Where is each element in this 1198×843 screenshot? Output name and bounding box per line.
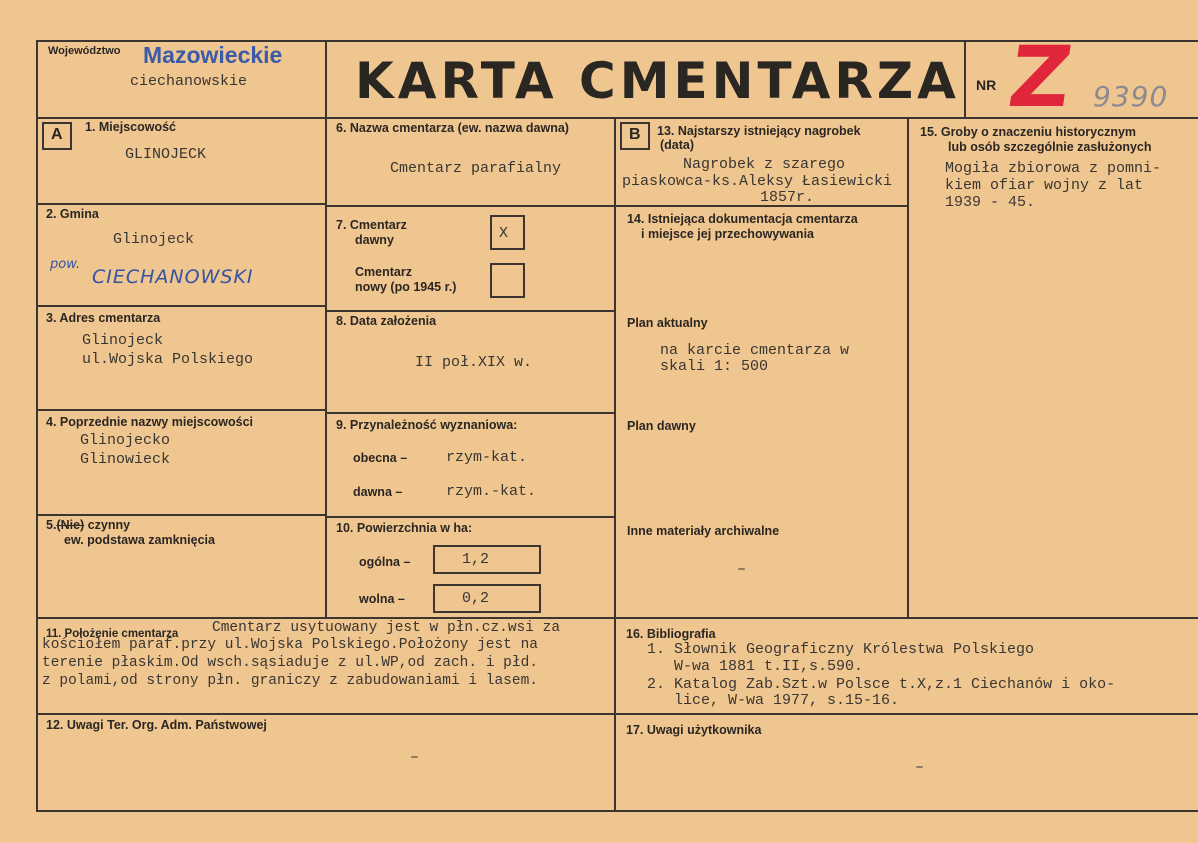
rule-col2: [614, 117, 616, 810]
f16-line4: lice, W-wa 1977, s.15-16.: [647, 692, 900, 709]
f15-label2: lub osób szczególnie zasłużonych: [948, 140, 1152, 154]
f2-value: Glinojeck: [113, 231, 195, 248]
rule-header-nr: [964, 40, 966, 117]
f7-nowy-checkbox: [490, 263, 525, 298]
f7-label: 7. Cmentarz: [336, 218, 407, 232]
nr-label: NR: [976, 77, 997, 93]
wojewodztwo-label: Województwo: [48, 45, 121, 57]
rule-bottom: [36, 810, 1198, 812]
f2-pow-value: CIECHANOWSKI: [92, 266, 254, 288]
rule-c1-a: [36, 203, 325, 205]
f13-line3: 1857r.: [760, 189, 815, 206]
f7-label-dawny: dawny: [355, 233, 394, 247]
f16-line3: 2. Katalog Zab.Szt.w Polsce t.X,z.1 Ciechanów i oko-: [647, 676, 1116, 693]
f15-line2: kiem ofiar wojny z lat: [945, 177, 1144, 194]
f9-dawna-label: dawna –: [353, 485, 403, 499]
f8-label: 8. Data założenia: [336, 314, 437, 328]
f17-label: 17. Uwagi użytkownika: [626, 723, 762, 737]
rule-row-11: [36, 617, 1198, 619]
f12-label: 12. Uwagi Ter. Org. Adm. Państwowej: [46, 718, 267, 732]
f13-label1: 13. Najstarszy istniejący nagrobek: [657, 124, 861, 138]
f11-line2: kościołem paraf.przy ul.Wojska Polskiego.Położony jest na: [42, 637, 538, 653]
f11-label: 11. Położenie cmentarza: [46, 628, 179, 640]
f2-pow-prefix: pow.: [50, 257, 81, 272]
f14-inne-label: Inne materiały archiwalne: [627, 524, 780, 538]
f15-line1: Mogiła zbiorowa z pomni-: [945, 160, 1162, 177]
f1-label: 1. Miejscowość: [85, 120, 177, 134]
rule-c1-b: [36, 305, 325, 307]
f7-label-nowy2: nowy (po 1945 r.): [355, 280, 457, 294]
f9-obecna-value: rzym-kat.: [446, 449, 528, 466]
rule-c1-c: [36, 409, 325, 411]
f5-num: 5.: [46, 518, 57, 532]
section-b-letter: B: [629, 126, 641, 143]
f11-line4: z polami,od strony płn. graniczy z zabudowaniami i lasem.: [42, 673, 538, 689]
f9-obecna-label: obecna –: [353, 451, 408, 465]
f4-line2: Glinowieck: [80, 451, 171, 468]
wojewodztwo-stamp: Mazowieckie: [143, 42, 283, 68]
f14-plan-aktualny-line1: na karcie cmentarza w: [660, 342, 850, 359]
rule-row-12: [36, 713, 1198, 715]
f16-line2: W-wa 1881 t.II,s.590.: [647, 658, 864, 675]
f3-line1: Glinojeck: [82, 332, 164, 349]
f1-value: GLINOJECK: [125, 146, 207, 163]
f12-value: –: [410, 749, 420, 766]
f9-label: 9. Przynależność wyznaniowa:: [336, 418, 518, 432]
f6-label: 6. Nazwa cmentarza (ew. nazwa dawna): [336, 121, 569, 135]
rule-c2-d: [325, 516, 614, 518]
f10-ogolna-value: 1,2: [462, 551, 490, 568]
f4-line1: Glinojecko: [80, 432, 171, 449]
f11-line3: terenie płaskim.Od wsch.sąsiaduje z ul.WP,od zach. i płd.: [42, 655, 538, 671]
f10-ogolna-label: ogólna –: [359, 555, 411, 569]
f3-label: 3. Adres cmentarza: [46, 311, 161, 325]
f5-label-rest: czynny: [87, 518, 131, 532]
rule-c1-d: [36, 514, 325, 516]
rule-left: [36, 40, 38, 812]
nr-number: 9390: [1093, 80, 1169, 113]
rule-c2-a: [325, 205, 614, 207]
f3-line2: ul.Wojska Polskiego: [82, 351, 254, 368]
f2-label: 2. Gmina: [46, 207, 99, 221]
f5-label: [46, 518, 130, 532]
f13-line2: piaskowca-ks.Aleksy Łasiewicki: [622, 173, 893, 190]
f14-inne-value: –: [737, 561, 747, 578]
f10-label: 10. Powierzchnia w ha:: [336, 521, 473, 535]
f16-line1: 1. Słownik Geograficzny Królestwa Polskiego: [647, 641, 1035, 658]
f10-wolna-label: wolna –: [359, 592, 405, 606]
f5-label2: ew. podstawa zamknięcia: [64, 533, 215, 547]
f6-value: Cmentarz parafialny: [390, 160, 562, 177]
rule-c2-b: [325, 310, 614, 312]
f13-label2: (data): [660, 138, 695, 152]
f13-line1: Nagrobek z szarego: [683, 156, 846, 173]
f11-line1: Cmentarz usytuowany jest w płn.cz.wsi za: [212, 620, 561, 636]
f14-label1: 14. Istniejąca dokumentacja cmentarza: [627, 212, 858, 226]
f15-line3: 1939 - 45.: [945, 194, 1036, 211]
section-a-letter: A: [51, 126, 63, 143]
f14-plan-aktualny-line2: skali 1: 500: [660, 358, 769, 375]
f15-label1: 15. Groby o znaczeniu historycznym: [920, 125, 1137, 139]
page-title: KARTA CMENTARZA: [355, 52, 960, 110]
f9-dawna-value: rzym.-kat.: [446, 483, 537, 500]
wojewodztwo-typed: ciechanowskie: [130, 73, 248, 90]
nr-letter: Z: [1003, 28, 1078, 126]
rule-c2-c: [325, 412, 614, 414]
rule-col1: [325, 40, 327, 617]
f8-value: II poł.XIX w.: [415, 354, 533, 371]
f7-label-nowy1: Cmentarz: [355, 265, 412, 279]
f7-dawny-mark: X: [499, 225, 509, 242]
f4-label: 4. Poprzednie nazwy miejscowości: [46, 415, 254, 429]
f16-label: 16. Bibliografia: [626, 627, 716, 641]
f14-plan-aktualny-label: Plan aktualny: [627, 316, 708, 330]
f14-label2: i miejsce jej przechowywania: [641, 227, 814, 241]
f14-plan-dawny-label: Plan dawny: [627, 419, 696, 433]
rule-col3: [907, 117, 909, 617]
f5-struck: (Nie): [56, 518, 85, 532]
f10-wolna-value: 0,2: [462, 590, 490, 607]
f17-value: –: [915, 759, 925, 776]
